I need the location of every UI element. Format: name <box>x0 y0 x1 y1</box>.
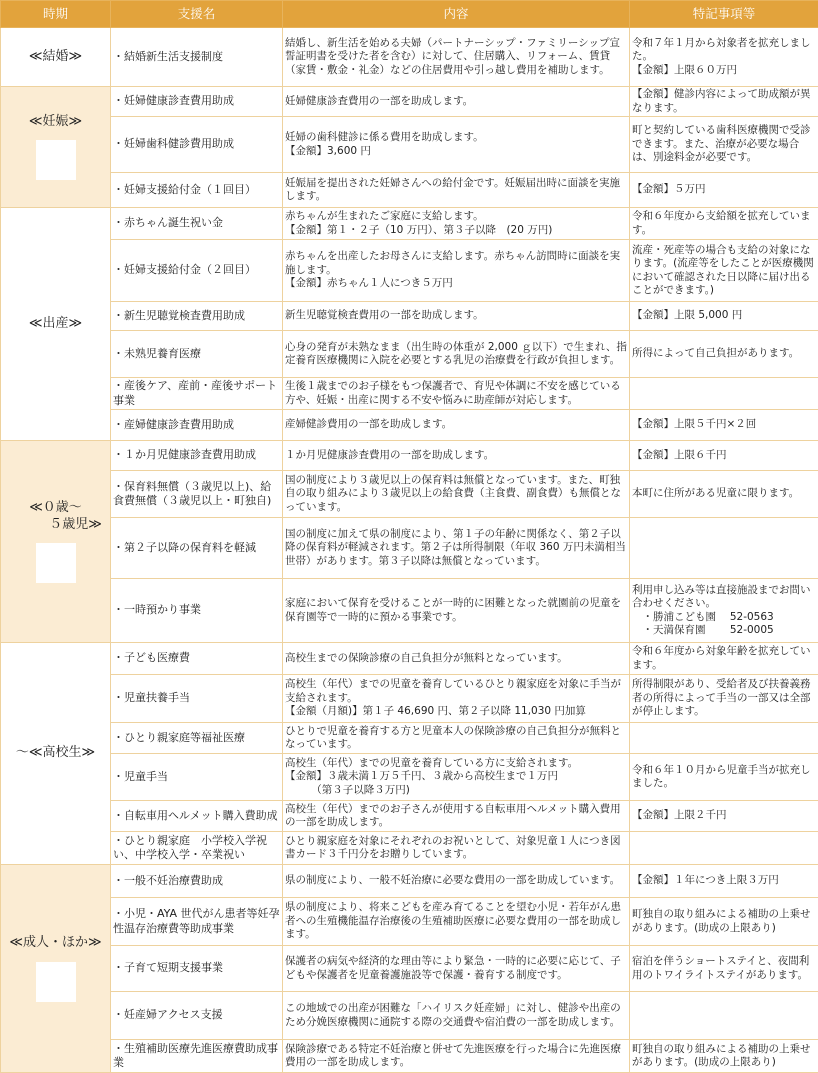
note-line: 【金額】健診内容によって助成額が異なります。 <box>632 88 816 115</box>
support-note <box>630 240 818 302</box>
support-note <box>630 117 818 173</box>
content-line: 妊婦健康診査費用の一部を助成します。 <box>285 95 627 108</box>
support-name: ・妊婦支援給付金（１回目） <box>111 173 283 208</box>
table-row <box>1 441 818 471</box>
content-line: 【金額】第１・２子（10 万円）、第３子以降 (20 万円) <box>285 224 627 237</box>
support-name: ・一時預かり事業 <box>111 579 283 643</box>
support-name: ・保育料無償（３歳児以上)、給食費無償（３歳児以上・町独自) <box>111 471 283 518</box>
support-content <box>283 992 630 1040</box>
table-row <box>1 675 818 723</box>
support-note <box>630 331 818 378</box>
support-name: ・新生児聴覚検査費用助成 <box>111 302 283 331</box>
content-line: ひとりで児童を養育する方と児童本人の保険診療の自己負担分が無料となっています。 <box>285 725 627 752</box>
support-note <box>630 865 818 898</box>
support-name: ・第２子以降の保育料を軽減 <box>111 518 283 579</box>
support-name: ・児童扶養手当 <box>111 675 283 723</box>
period-label: ≪出産≫ <box>3 316 108 333</box>
note-line: 令和７年１月から対象者を拡充しました。 <box>632 37 816 64</box>
support-note <box>630 302 818 331</box>
support-name: ・子育て短期支援事業 <box>111 946 283 992</box>
note-line: 所得制限があり、受給者及び扶養義務者の所得によって手当の一部又は全部が停止します。 <box>632 678 816 718</box>
note-line: 町独自の取り組みによる補助の上乗せがあります。(助成の上限あり) <box>632 908 816 935</box>
support-note <box>630 471 818 518</box>
period-label: ≪妊娠≫ <box>3 114 108 131</box>
support-content <box>283 471 630 518</box>
support-content <box>283 675 630 723</box>
table-row <box>1 579 818 643</box>
content-line: 産婦健診費用の一部を助成します。 <box>285 418 627 431</box>
support-content <box>283 865 630 898</box>
table-row <box>1 117 818 173</box>
support-name: ・ひとり親家庭 小学校入学祝い、中学校入学・卒業祝い <box>111 832 283 865</box>
content-line: 県の制度により、将来こどもを産み育てることを望む小児・若年がん患者への生殖機能温存治療後の生殖補助医療に必要な費用の一部を助成します。 <box>285 901 627 941</box>
content-line: 新生児聴覚検査費用の一部を助成します。 <box>285 309 627 322</box>
support-note <box>630 173 818 208</box>
content-line: 生後１歳までのお子様をもつ保護者で、育児や体調に不安を感じている方や、妊娠・出産に関する不安や悩みに助産師が対応します。 <box>285 380 627 407</box>
content-line: 高校生（年代）までの児童を養育しているひとり親家庭を対象に手当が支給されます。 <box>285 678 627 705</box>
note-line: 【金額】上限６０万円 <box>632 64 816 77</box>
header-row <box>1 1 818 28</box>
header-name: 支援名 <box>111 1 283 28</box>
note-line: 令和６年度から支給額を拡充しています。 <box>632 210 816 237</box>
support-content <box>283 801 630 832</box>
period-label: ≪成人・ほか≫ <box>3 935 108 952</box>
support-note <box>630 441 818 471</box>
table-row <box>1 208 818 240</box>
note-line: 令和６年度から対象年齢を拡充しています。 <box>632 645 816 672</box>
note-line: 町独自の取り組みによる補助の上乗せがあります。(助成の上限あり) <box>632 1043 816 1070</box>
support-content <box>283 898 630 946</box>
support-note <box>630 1040 818 1073</box>
support-name: ・産後ケア、産前・産後サポート事業 <box>111 378 283 410</box>
support-content <box>283 378 630 410</box>
support-note <box>630 410 818 441</box>
blank-box <box>36 140 76 180</box>
content-line: 【金額】３歳未満１万５千円、３歳から高校生まで１万円 <box>285 770 627 783</box>
period-pregnancy <box>1 87 111 208</box>
period-birth <box>1 208 111 441</box>
support-note <box>630 754 818 801</box>
support-content <box>283 754 630 801</box>
table-row <box>1 87 818 117</box>
blank-box <box>36 962 76 1002</box>
table-row <box>1 754 818 801</box>
content-line: 結婚し、新生活を始める夫婦（パートナーシップ・ファミリーシップ宣誓証明書を受けた者を含む）に対して、住居購入、リフォーム、賃貸（家賃・敷金・礼金）などの住居費用や引っ越し費用を補助します。 <box>285 37 627 77</box>
table-row <box>1 471 818 518</box>
content-line: 赤ちゃんを出産したお母さんに支給します。赤ちゃん訪問時に面談を実施します。 <box>285 250 627 277</box>
content-line: 【金額】赤ちゃん１人につき５万円 <box>285 277 627 290</box>
support-name: ・児童手当 <box>111 754 283 801</box>
table-row <box>1 410 818 441</box>
content-line: 高校生までの保険診療の自己負担分が無料となっています。 <box>285 652 627 665</box>
support-name: ・妊婦歯科健診費用助成 <box>111 117 283 173</box>
support-note <box>630 675 818 723</box>
support-content <box>283 331 630 378</box>
period-adult <box>1 865 111 1073</box>
note-line: 【金額】上限６千円 <box>632 449 816 462</box>
support-note <box>630 992 818 1040</box>
content-line: 妊婦の歯科健診に係る費用を助成します。 <box>285 131 627 144</box>
support-name: ・産婦健康診査費用助成 <box>111 410 283 441</box>
support-name: ・生殖補助医療先進医療費助成事業 <box>111 1040 283 1073</box>
note-line: 【金額】１年につき上限３万円 <box>632 874 816 887</box>
support-name: ・未熟児養育医療 <box>111 331 283 378</box>
support-name: ・１か月児健康診査費用助成 <box>111 441 283 471</box>
support-name: ・小児・AYA 世代がん患者等妊孕性温存治療費等助成事業 <box>111 898 283 946</box>
support-note <box>630 518 818 579</box>
note-line: 本町に住所がある児童に限ります。 <box>632 487 816 500</box>
table-row <box>1 946 818 992</box>
support-content <box>283 832 630 865</box>
support-content <box>283 240 630 302</box>
table-row <box>1 331 818 378</box>
table-row <box>1 898 818 946</box>
note-line: 【金額】５万円 <box>632 183 816 196</box>
table-row <box>1 173 818 208</box>
note-line: 【金額】上限５千円×２回 <box>632 418 816 431</box>
support-note <box>630 208 818 240</box>
note-line: ・勝浦こども園 52-0563 <box>632 611 816 624</box>
support-note <box>630 801 818 832</box>
table-row <box>1 801 818 832</box>
content-line: ひとり親家庭を対象にそれぞれのお祝いとして、対象児童１人につき図書カード３千円分をお贈りしています。 <box>285 835 627 862</box>
support-name: ・妊産婦アクセス支援 <box>111 992 283 1040</box>
note-line: 宿泊を伴うショートステイと、夜間利用のトワイライトステイがあります。 <box>632 955 816 982</box>
note-line: 町と契約している歯科医療機関で受診できます。また、治療が必要な場合は、別途料金が必要です。 <box>632 124 816 164</box>
support-note <box>630 87 818 117</box>
note-line: 所得によって自己負担があります。 <box>632 347 816 360</box>
support-content <box>283 117 630 173</box>
content-line: 赤ちゃんが生まれたご家庭に支給します。 <box>285 210 627 223</box>
header-content: 内容 <box>283 1 630 28</box>
support-content <box>283 410 630 441</box>
content-line: 【金額】3,600 円 <box>285 145 627 158</box>
content-line: 家庭において保育を受けることが一時的に困難となった就園前の児童を保育園等で一時的に預かる事業です。 <box>285 597 627 624</box>
table-row <box>1 865 818 898</box>
header-period: 時期 <box>1 1 111 28</box>
content-line: この地域での出産が困難な「ハイリスク妊産婦」に対し、健診や出産のため分娩医療機関に通院する際の交通費や宿泊費の一部を助成します。 <box>285 1002 627 1029</box>
note-line: 【金額】上限２千円 <box>632 809 816 822</box>
support-content <box>283 1040 630 1073</box>
content-line: 県の制度により、一般不妊治療に必要な費用の一部を助成しています。 <box>285 874 627 887</box>
period-label: ≪０歳～ <box>3 500 108 517</box>
note-line: 【金額】上限 5,000 円 <box>632 309 816 322</box>
table-row <box>1 1040 818 1073</box>
support-content <box>283 643 630 675</box>
support-note <box>630 378 818 410</box>
table-row <box>1 28 818 87</box>
table-row <box>1 723 818 754</box>
table-row <box>1 832 818 865</box>
table-row <box>1 992 818 1040</box>
support-content <box>283 723 630 754</box>
support-name: ・妊婦健康診査費用助成 <box>111 87 283 117</box>
content-line: （第３子以降３万円) <box>285 784 627 797</box>
support-name: ・妊婦支援給付金（２回目） <box>111 240 283 302</box>
content-line: 保護者の病気や経済的な理由等により緊急・一時的に必要に応じて、子どもや保護者を児童養護施設等で保護・養育する制度です。 <box>285 955 627 982</box>
support-name: ・子ども医療費 <box>111 643 283 675</box>
note-line: 令和６年１０月から児童手当が拡充しました。 <box>632 764 816 791</box>
support-note <box>630 723 818 754</box>
support-content <box>283 946 630 992</box>
support-note <box>630 832 818 865</box>
note-line: 流産・死産等の場合も支給の対象になります。(流産等をしたことが医療機関において確認された日以降に届け出ることができます。) <box>632 244 816 298</box>
table-row <box>1 518 818 579</box>
content-line: 国の制度により３歳児以上の保育料は無償となっています。また、町独自の取り組みにより３歳児以上の給食費（主食費、副食費）も無償となっています。 <box>285 474 627 514</box>
support-name: ・一般不妊治療費助成 <box>111 865 283 898</box>
support-note <box>630 28 818 87</box>
content-line: 国の制度に加えて県の制度により、第１子の年齢に関係なく、第２子以降の保育料が軽減されます。第２子は所得制限（年収 360 万円未満相当世帯）があります。第３子以降は無償となっています。 <box>285 528 627 568</box>
content-line: 保険診療である特定不妊治療と併せて先進医療を行った場合に先進医療費用の一部を助成します。 <box>285 1043 627 1070</box>
period-label: ≪結婚≫ <box>3 49 108 66</box>
support-note <box>630 946 818 992</box>
period-highschool <box>1 643 111 865</box>
blank-box <box>36 543 76 583</box>
support-content <box>283 441 630 471</box>
support-content <box>283 579 630 643</box>
header-note: 特記事項等 <box>630 1 818 28</box>
support-note <box>630 579 818 643</box>
support-name: ・結婚新生活支援制度 <box>111 28 283 87</box>
support-content <box>283 208 630 240</box>
support-note <box>630 643 818 675</box>
support-name: ・赤ちゃん誕生祝い金 <box>111 208 283 240</box>
support-content <box>283 518 630 579</box>
period-marriage <box>1 28 111 87</box>
note-line: ・天満保育園 52-0005 <box>632 624 816 637</box>
content-line: １か月児健康診査費用の一部を助成します。 <box>285 449 627 462</box>
support-content <box>283 302 630 331</box>
period-label: ～≪高校生≫ <box>3 745 108 762</box>
support-content <box>283 87 630 117</box>
table-row <box>1 378 818 410</box>
table-row <box>1 302 818 331</box>
support-name: ・ひとり親家庭等福祉医療 <box>111 723 283 754</box>
content-line: 【金額（月額)】第１子 46,690 円、第２子以降 11,030 円加算 <box>285 705 627 718</box>
period-label: ５歳児≫ <box>3 517 108 534</box>
support-note <box>630 898 818 946</box>
content-line: 妊娠届を提出された妊婦さんへの給付金です。妊娠届出時に面談を実施します。 <box>285 177 627 204</box>
content-line: 高校生（年代）までの児童を養育している方に支給されます。 <box>285 757 627 770</box>
content-line: 心身の発育が未熟なまま（出生時の体重が 2,000 ｇ以下）で生まれ、指定養育医療機関に入院を必要とする乳児の治療費を行政が負担します。 <box>285 341 627 368</box>
table-row <box>1 240 818 302</box>
support-name: ・自転車用ヘルメット購入費助成 <box>111 801 283 832</box>
table-row <box>1 643 818 675</box>
support-content <box>283 28 630 87</box>
note-line: 利用申し込み等は直接施設までお問い合わせください。 <box>632 584 816 611</box>
content-line: 高校生（年代）までのお子さんが使用する自転車用ヘルメット購入費用の一部を助成します。 <box>285 803 627 830</box>
period-child <box>1 441 111 643</box>
support-content <box>283 173 630 208</box>
